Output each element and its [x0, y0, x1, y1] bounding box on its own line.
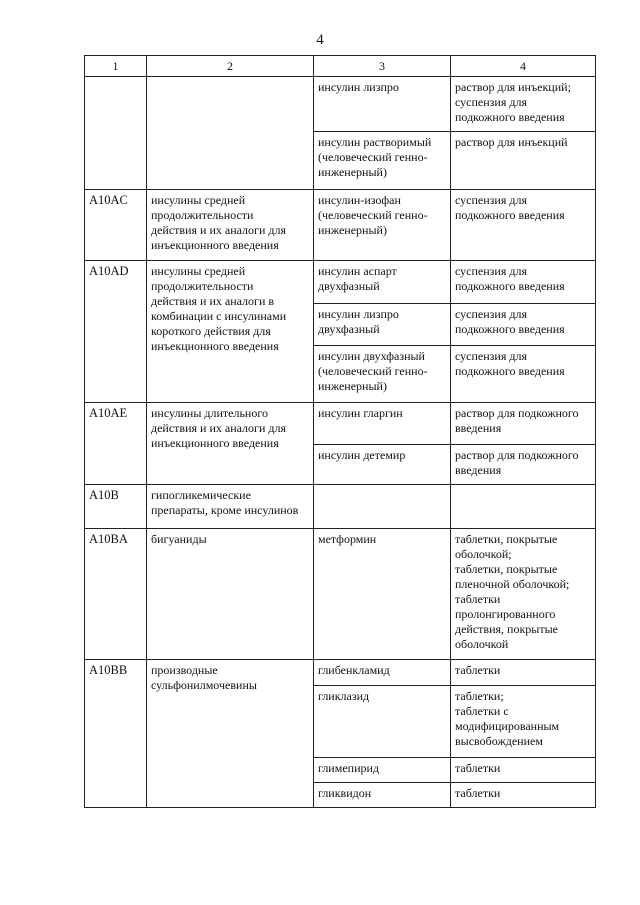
- drug-name-cell: гликвидон: [314, 783, 451, 808]
- column-header: 3: [314, 56, 451, 77]
- dosage-form-cell: суспензия для подкожного введения: [451, 304, 596, 346]
- table-row: [85, 529, 596, 660]
- page-number: 4: [316, 32, 324, 48]
- atc-code-cell: A10AD: [85, 261, 147, 403]
- drug-name-cell: инсулин аспарт двухфазный: [314, 261, 451, 304]
- drug-name-cell: глимепирид: [314, 758, 451, 783]
- drug-name-cell: инсулин растворимый (человеческий генно- инженерный): [314, 132, 451, 190]
- table-row: [85, 660, 596, 686]
- table-row: [85, 485, 596, 529]
- column-header: 2: [147, 56, 314, 77]
- atc-code-cell: A10AC: [85, 190, 147, 261]
- group-name-cell: инсулины длительного действия и их аналоги для инъекционного введения: [147, 403, 314, 485]
- group-name-cell: [147, 77, 314, 190]
- table-row: [85, 261, 596, 304]
- group-name-cell: инсулины средней продолжительности действия и их аналоги для инъекционного введения: [147, 190, 314, 261]
- group-name-cell: бигуаниды: [147, 529, 314, 660]
- dosage-form-cell: суспензия для подкожного введения: [451, 346, 596, 403]
- dosage-form-cell: раствор для подкожного введения: [451, 445, 596, 485]
- dosage-form-cell: таблетки: [451, 758, 596, 783]
- drug-name-cell: инсулин лизпро: [314, 77, 451, 132]
- column-header: 1: [85, 56, 147, 77]
- drug-name-cell: инсулин лизпро двухфазный: [314, 304, 451, 346]
- drug-name-cell: инсулин гларгин: [314, 403, 451, 445]
- dosage-form-cell: раствор для инъекций: [451, 132, 596, 190]
- atc-code-cell: A10B: [85, 485, 147, 529]
- table-row: [85, 77, 596, 132]
- drug-name-cell: метформин: [314, 529, 451, 660]
- atc-code-cell: A10BA: [85, 529, 147, 660]
- dosage-form-cell: суспензия для подкожного введения: [451, 261, 596, 304]
- atc-code-cell: A10AE: [85, 403, 147, 485]
- drug-name-cell: инсулин двухфазный (человеческий генно- инженерный): [314, 346, 451, 403]
- drug-name-cell: инсулин-изофан (человеческий генно- инженерный): [314, 190, 451, 261]
- dosage-form-cell: таблетки, покрытые оболочкой; таблетки, покрытые пленочной оболочкой; таблетки пролонгированного действия, покрытые оболочкой: [451, 529, 596, 660]
- dosage-form-cell: раствор для инъекций; суспензия для подкожного введения: [451, 77, 596, 132]
- column-header: 4: [451, 56, 596, 77]
- dosage-form-cell: [451, 485, 596, 529]
- group-name-cell: производные сульфонилмочевины: [147, 660, 314, 808]
- atc-code-cell: A10BB: [85, 660, 147, 808]
- dosage-form-cell: раствор для подкожного введения: [451, 403, 596, 445]
- group-name-cell: гипогликемические препараты, кроме инсулинов: [147, 485, 314, 529]
- dosage-form-cell: таблетки: [451, 660, 596, 686]
- table-header-row: [85, 56, 596, 77]
- drug-name-cell: гликлазид: [314, 686, 451, 758]
- drug-name-cell: [314, 485, 451, 529]
- drug-table: [84, 55, 596, 808]
- drug-name-cell: глибенкламид: [314, 660, 451, 686]
- atc-code-cell: [85, 77, 147, 190]
- drug-name-cell: инсулин детемир: [314, 445, 451, 485]
- dosage-form-cell: суспензия для подкожного введения: [451, 190, 596, 261]
- dosage-form-cell: таблетки: [451, 783, 596, 808]
- group-name-cell: инсулины средней продолжительности действия и их аналоги в комбинации с инсулинами короткого действия для инъекционного введения: [147, 261, 314, 403]
- table-row: [85, 403, 596, 445]
- table-row: [85, 190, 596, 261]
- dosage-form-cell: таблетки; таблетки с модифицированным высвобождением: [451, 686, 596, 758]
